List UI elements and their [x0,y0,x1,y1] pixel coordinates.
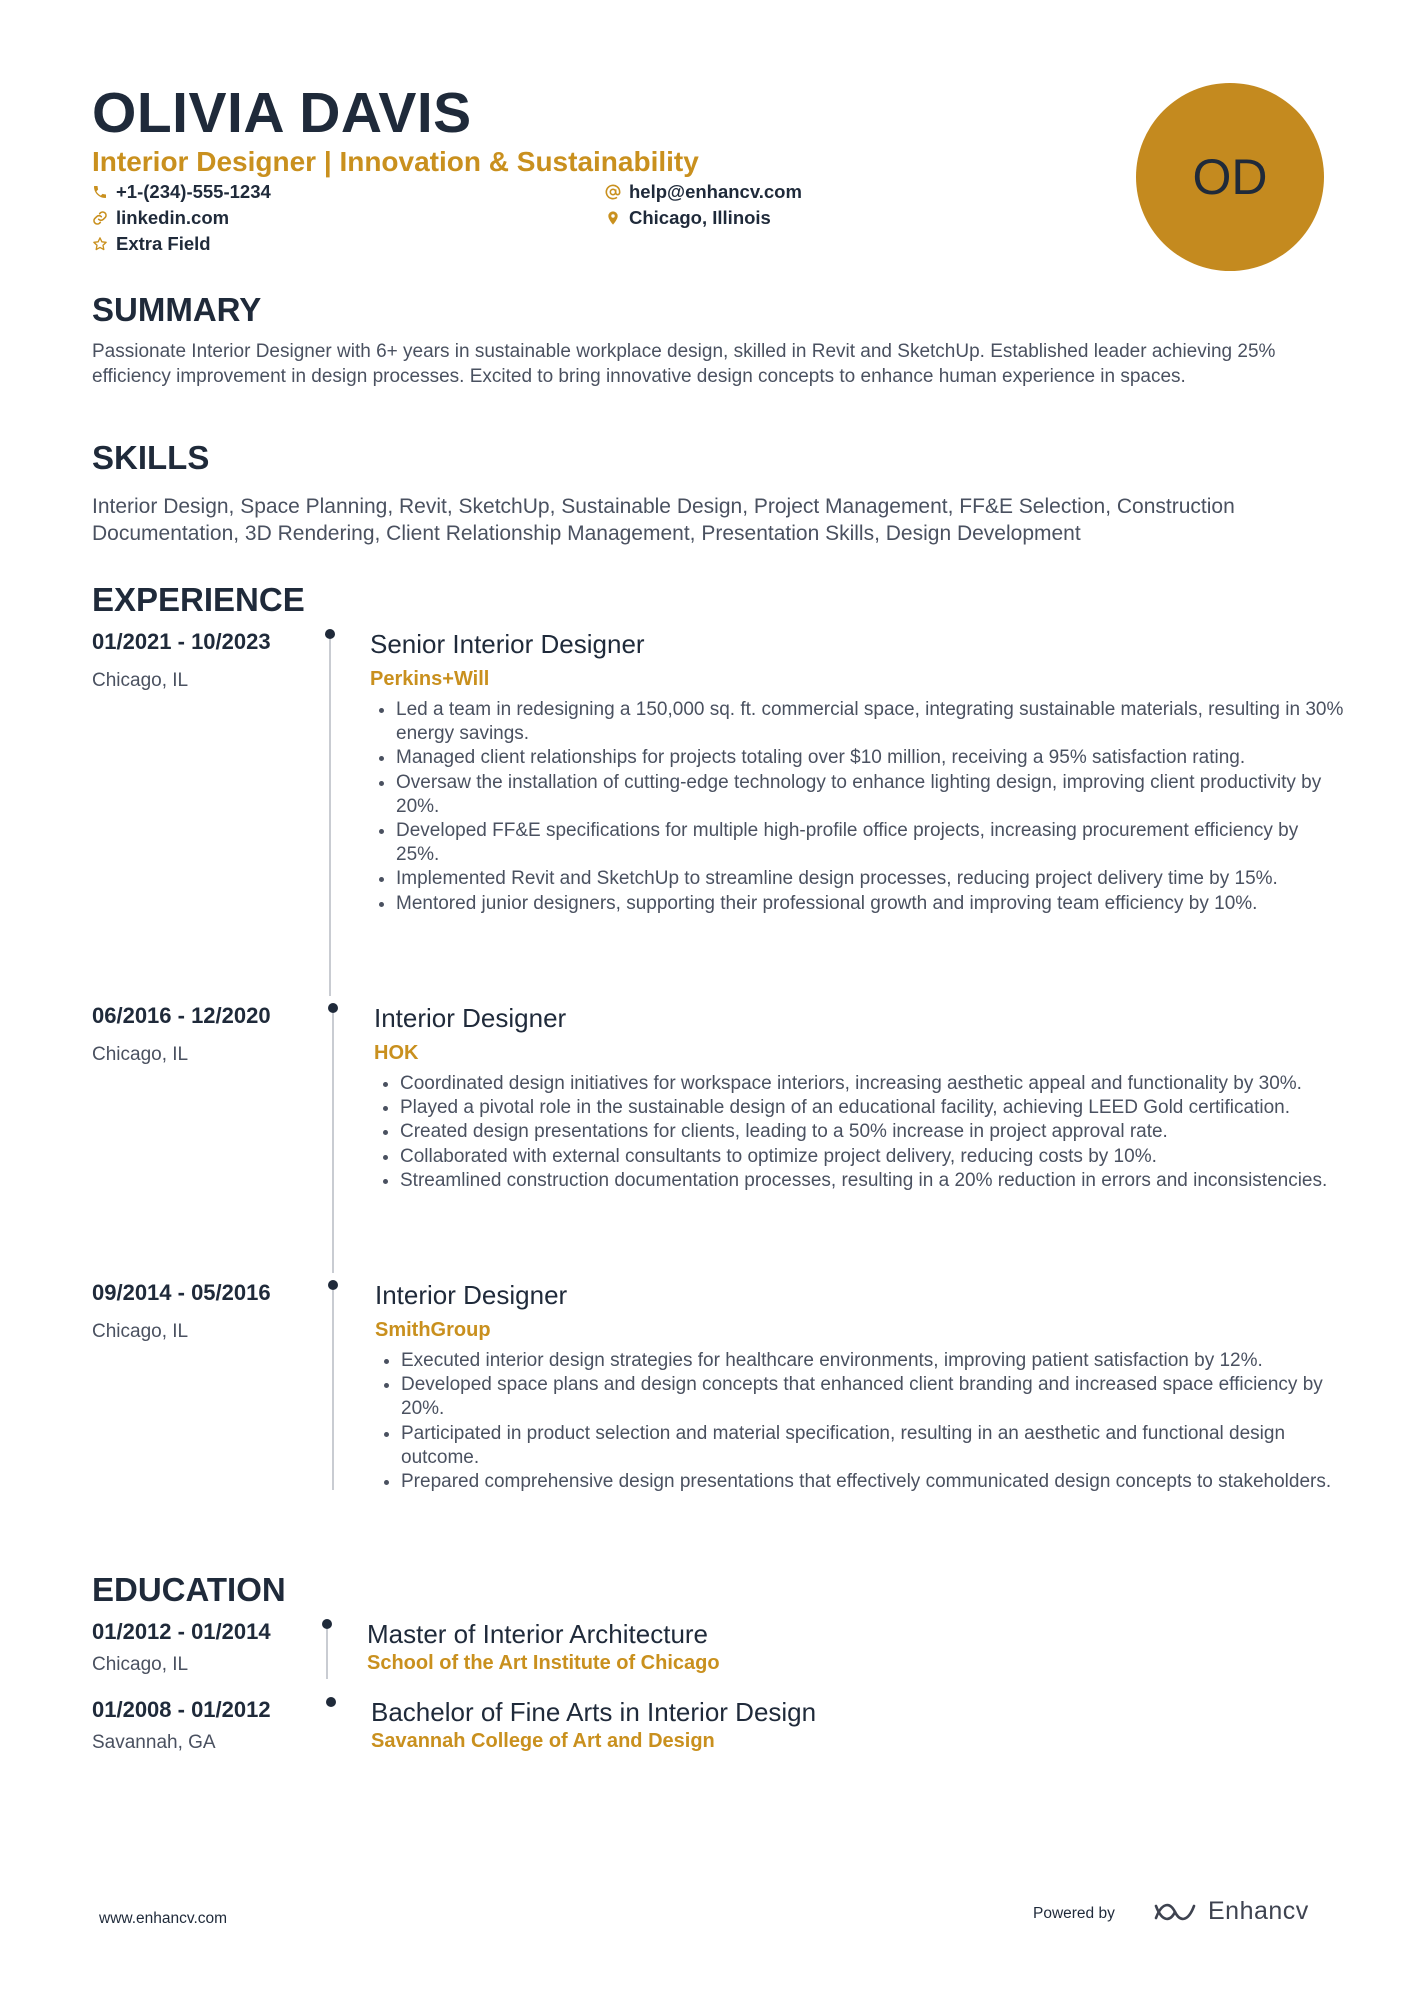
email-link[interactable]: help@enhancv.com [629,181,802,202]
job-title: Interior Designer [374,1003,567,1033]
experience-heading: EXPERIENCE [92,581,305,618]
headline: Interior Designer | Innovation & Sustainability [92,146,699,177]
phone-text: +1-(234)-555-1234 [116,181,271,202]
edu-school: Savannah College of Art and Design [371,1730,715,1752]
edu-dates: 01/2008 - 01/2012 [92,1697,271,1722]
education-heading: EDUCATION [92,1571,286,1608]
contact-email[interactable] [605,180,802,204]
star-icon [92,236,108,252]
job-dates: 06/2016 - 12/2020 [92,1003,271,1028]
at-icon [605,184,621,200]
job-location: Chicago, IL [92,1321,189,1342]
timeline-dot [328,1280,338,1290]
job-title: Interior Designer [375,1280,568,1310]
map-pin-icon [605,210,621,226]
job-bullets [375,1349,1351,1494]
edu-degree: Master of Interior Architecture [367,1619,709,1649]
list-item: • Coordinated design initiatives for workspace interiors, increasing aesthetic appeal and functionality by 30%. [400,1072,1350,1096]
extra-field-text: Extra Field [116,233,211,254]
list-item: • Developed FF&E specifications for multiple high-profile office projects, increasing procurement efficiency by 25%. [396,819,1346,867]
timeline-dot [325,629,335,639]
job-bullets [370,698,1346,916]
job-company: SmithGroup [375,1319,491,1341]
enhancv-brand-link[interactable] [1152,1897,1309,1926]
contact-phone [92,180,271,204]
avatar: OD [1136,83,1324,271]
skills-text: Interior Design, Space Planning, Revit, SketchUp, Sustainable Design, Project Management, FF&E Selection, Construction Documentation, 3D Rendering, Client Relationship Management, Presentation Skills, Design Development [92,495,1235,545]
job-dates: 01/2021 - 10/2023 [92,629,271,654]
job-title: Senior Interior Designer [370,629,645,659]
list-item: • Implemented Revit and SketchUp to streamline design processes, reducing project delivery time by 15%. [396,867,1346,891]
contact-location [605,206,771,230]
summary-text: Passionate Interior Designer with 6+ years in sustainable workplace design, skilled in Revit and SketchUp. Established leader achieving 25% efficiency improvement in design processes. Excited to bring innovative design concepts to enhance human experience in spaces. [92,341,1276,387]
phone-icon [92,184,108,200]
contact-extra [92,232,211,256]
edu-location: Chicago, IL [92,1654,189,1675]
timeline-dot [322,1619,332,1629]
list-item: • Developed space plans and design concepts that enhanced client branding and increased space efficiency by 20%. [401,1373,1351,1421]
job-location: Chicago, IL [92,1044,189,1065]
job-company: HOK [374,1042,419,1064]
location-text: Chicago, Illinois [629,207,771,228]
list-item: • Collaborated with external consultants to optimize project delivery, reducing costs by 10%. [400,1145,1350,1169]
contact-linkedin[interactable] [92,206,229,230]
edu-school: School of the Art Institute of Chicago [367,1652,720,1674]
job-bullets [374,1072,1350,1193]
list-item: • Streamlined construction documentation processes, resulting in a 20% reduction in errors and inconsistencies. [400,1169,1350,1193]
skills-heading: SKILLS [92,439,210,476]
timeline-line [329,639,331,996]
timeline-line [332,1013,334,1273]
list-item: • Led a team in redesigning a 150,000 sq. ft. commercial space, integrating sustainable materials, resulting in 30% energy savings. [396,698,1346,746]
timeline-dot [326,1697,336,1707]
edu-location: Savannah, GA [92,1732,216,1753]
edu-dates: 01/2012 - 01/2014 [92,1619,271,1644]
timeline-line [332,1290,334,1490]
enhancv-logo-icon [1152,1900,1198,1924]
candidate-name: OLIVIA DAVIS [92,81,472,145]
job-dates: 09/2014 - 05/2016 [92,1280,271,1305]
list-item: • Oversaw the installation of cutting-edge technology to enhance lighting design, improving client productivity by 20%. [396,771,1346,819]
job-company: Perkins+Will [370,668,490,690]
list-item: • Mentored junior designers, supporting their professional growth and improving team efficiency by 10%. [396,892,1346,916]
edu-degree: Bachelor of Fine Arts in Interior Design [371,1697,817,1727]
list-item: • Played a pivotal role in the sustainable design of an educational facility, achieving LEED Gold certification. [400,1096,1350,1120]
powered-by-label: Powered by [1033,1905,1115,1922]
list-item: • Managed client relationships for projects totaling over $10 million, receiving a 95% satisfaction rating. [396,746,1346,770]
link-icon [92,210,108,226]
linkedin-link[interactable]: linkedin.com [116,207,230,228]
summary-heading: SUMMARY [92,291,262,328]
footer-url-link[interactable]: www.enhancv.com [99,1910,228,1927]
timeline-line [326,1629,328,1679]
list-item: • Created design presentations for clients, leading to a 50% increase in project approval rate. [400,1120,1350,1144]
timeline-dot [328,1003,338,1013]
brand-name: Enhancv [1208,1897,1309,1925]
job-location: Chicago, IL [92,670,189,691]
list-item: • Executed interior design strategies for healthcare environments, improving patient satisfaction by 12%. [401,1349,1351,1373]
list-item: • Participated in product selection and material specification, resulting in an aesthetic and functional design outcome. [401,1422,1351,1470]
list-item: • Prepared comprehensive design presentations that effectively communicated design concepts to stakeholders. [401,1470,1351,1494]
